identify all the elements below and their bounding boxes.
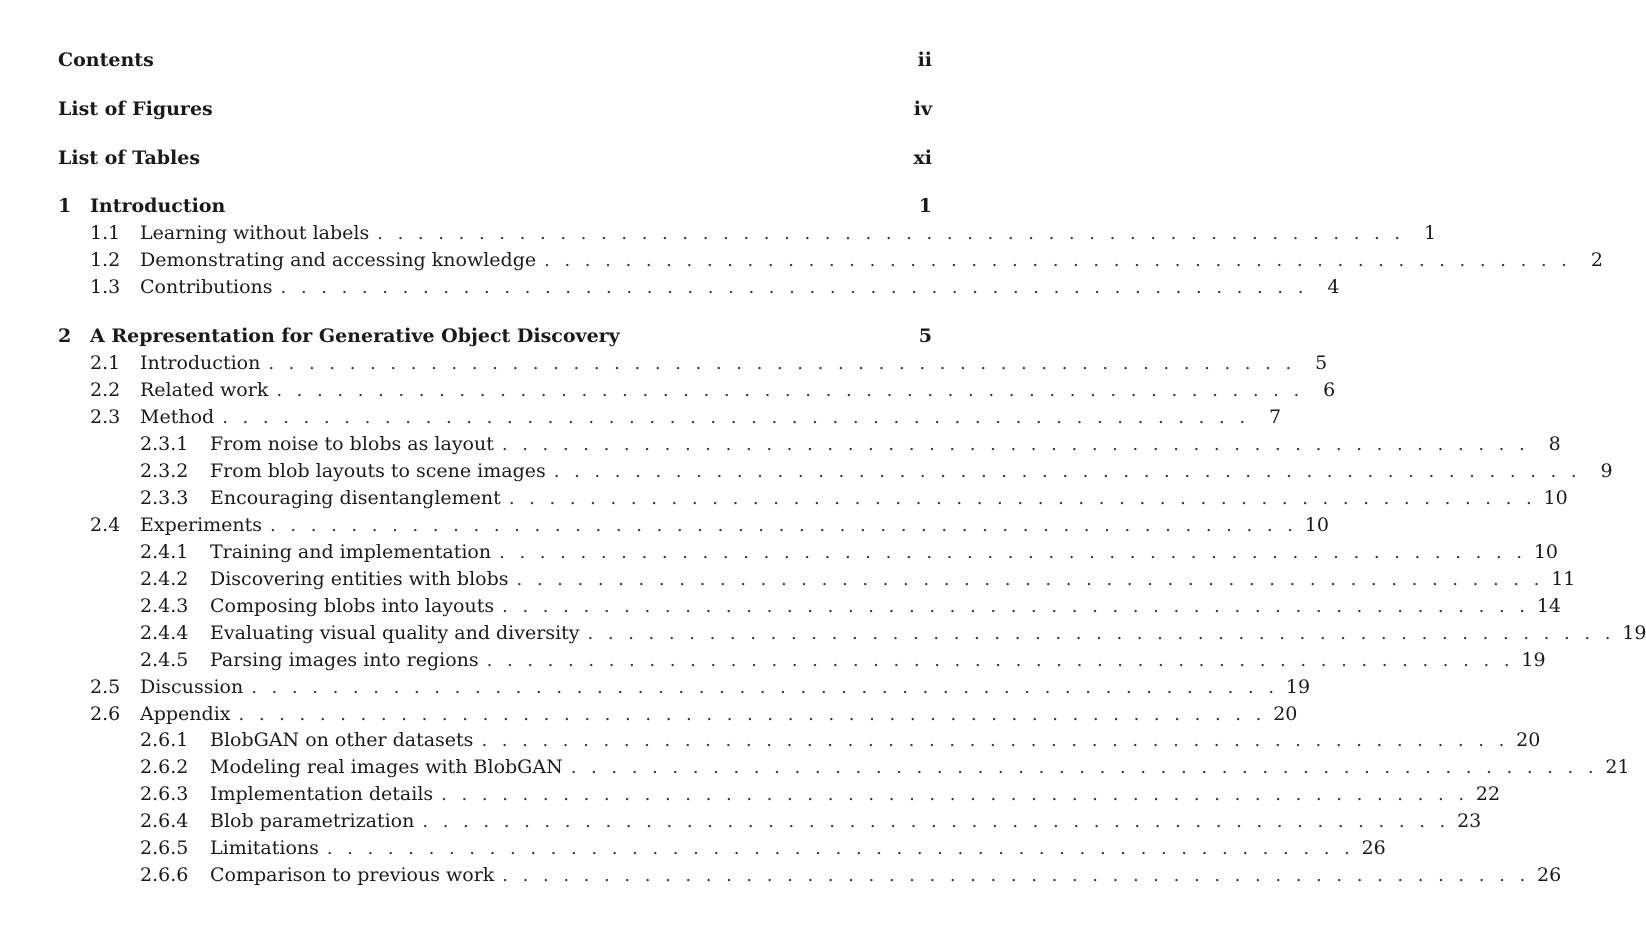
toc-subsection-page: 8 bbox=[1548, 433, 1561, 455]
leader-dots: . . . . . . . . . . . . . . . . . . . . . . . . . . . . . . . . . . . . . . . . . . . . . . . . . . . bbox=[502, 865, 1526, 886]
toc-chapter-1[interactable] bbox=[58, 195, 932, 222]
toc-subsection-number: 2.6.1 bbox=[140, 729, 189, 751]
toc-chapter-title: A Representation for Generative Object Discovery bbox=[90, 325, 620, 347]
toc-subsection-page: 26 bbox=[1537, 864, 1562, 886]
toc-subsection-2-3-3[interactable] bbox=[58, 487, 1568, 514]
toc-subsection-title: BlobGAN on other datasets bbox=[210, 729, 474, 751]
toc-section-number: 2.6 bbox=[90, 703, 121, 725]
leader-dots: . . . . . . . . . . . . . . . . . . . . . . . . . . . . . . . . . . . . . . . . . . . . . . . . . . . bbox=[516, 569, 1540, 590]
toc-section-number: 1.3 bbox=[90, 276, 121, 298]
toc-subsection-2-6-1[interactable] bbox=[58, 729, 1541, 756]
toc-section-number: 2.5 bbox=[90, 676, 121, 698]
leader-dots: . . . . . . . . . . . . . . . . . . . . . . . . . . . . . . . . . . . . . . . . . . . . . . . . . . . bbox=[268, 353, 1292, 374]
toc-subsection-title: Discovering entities with blobs bbox=[210, 568, 509, 590]
leader-dots: . . . . . . . . . . . . . . . . . . . . . . . . . . . . . . . . . . . . . . . . . . . . . . . . . . . bbox=[587, 623, 1611, 644]
toc-subsection-page: 26 bbox=[1361, 837, 1386, 859]
toc-section-1-3[interactable] bbox=[58, 276, 1340, 303]
leader-dots: . . . . . . . . . . . . . . . . . . . . . . . . . . . . . . . . . . . . . . . . . . . . . . . . . . . bbox=[499, 542, 1522, 563]
leader-dots: . . . . . . . . . . . . . . . . . . . . . . . . . . . . . . . . . . . . . . . . . . . . . . . . . . . bbox=[502, 596, 1526, 617]
leader-dots: . . . . . . . . . . . . . . . . . . . . . . . . . . . . . . . . . . . . . . . . . . . . . . . . . . . bbox=[570, 757, 1594, 778]
toc-subsection-page: 11 bbox=[1551, 568, 1576, 590]
toc-section-number: 2.2 bbox=[90, 379, 121, 401]
toc-subsection-title: Encouraging disentanglement bbox=[210, 487, 501, 509]
toc-entry-title: List of Tables bbox=[58, 147, 201, 169]
leader-dots: . . . . . . . . . . . . . . . . . . . . . . . . . . . . . . . . . . . . . . . . . . . . . . . . . . . bbox=[251, 677, 1275, 698]
toc-subsection-2-3-1[interactable] bbox=[58, 433, 1561, 460]
toc-subsection-title: Limitations bbox=[210, 837, 319, 859]
toc-subsection-page: 19 bbox=[1521, 649, 1546, 671]
toc-subsection-page: 20 bbox=[1516, 729, 1541, 751]
toc-subsection-number: 2.3.1 bbox=[140, 433, 189, 455]
toc-section-title: Method bbox=[140, 406, 215, 428]
leader-dots: . . . . . . . . . . . . . . . . . . . . . . . . . . . . . . . . . . . . . . . . . . . . . . . . . . . bbox=[481, 730, 1505, 751]
leader-dots: . . . . . . . . . . . . . . . . . . . . . . . . . . . . . . . . . . . . . . . . . . . . . . . . . . . bbox=[276, 380, 1300, 401]
toc-section-title: Related work bbox=[140, 379, 269, 401]
toc-subsection-2-4-4[interactable] bbox=[58, 622, 1646, 649]
toc-section-title: Learning without labels bbox=[140, 222, 370, 244]
toc-subsection-title: Blob parametrization bbox=[210, 810, 415, 832]
toc-section-number: 2.3 bbox=[90, 406, 121, 428]
toc-section-page: 20 bbox=[1273, 703, 1298, 725]
toc-subsection-title: From noise to blobs as layout bbox=[210, 433, 494, 455]
toc-subsection-page: 23 bbox=[1457, 810, 1482, 832]
toc-section-title: Introduction bbox=[140, 352, 261, 374]
toc-section-page: 5 bbox=[1315, 352, 1328, 374]
toc-section-2-4[interactable] bbox=[58, 514, 1329, 541]
leader-dots: . . . . . . . . . . . . . . . . . . . . . . . . . . . . . . . . . . . . . . . . . . . . . . . . . . . bbox=[280, 277, 1304, 298]
toc-subsection-2-4-1[interactable] bbox=[58, 541, 1558, 568]
toc-subsection-page: 19 bbox=[1622, 622, 1646, 644]
leader-dots: . . . . . . . . . . . . . . . . . . . . . . . . . . . . . . . . . . . . . . . . . . . . . . . . . . . bbox=[544, 250, 1567, 271]
toc-section-title: Contributions bbox=[140, 276, 273, 298]
toc-subsection-number: 2.6.6 bbox=[140, 864, 189, 886]
toc-section-page: 19 bbox=[1285, 676, 1311, 698]
leader-dots: . . . . . . . . . . . . . . . . . . . . . . . . . . . . . . . . . . . . . . . . . . . . . . . . . . . bbox=[501, 434, 1525, 455]
toc-subsection-title: Evaluating visual quality and diversity bbox=[210, 622, 580, 644]
toc-entry-title: Contents bbox=[58, 49, 154, 71]
toc-subsection-2-4-3[interactable] bbox=[58, 595, 1562, 622]
toc-section-1-2[interactable] bbox=[58, 249, 1603, 276]
leader-dots: . . . . . . . . . . . . . . . . . . . . . . . . . . . . . . . . . . . . . . . . . . . . . . . . . . . bbox=[326, 838, 1350, 859]
toc-section-2-5[interactable] bbox=[58, 676, 1311, 703]
toc-section-page: 2 bbox=[1590, 249, 1603, 271]
leader-dots: . . . . . . . . . . . . . . . . . . . . . . . . . . . . . . . . . . . . . . . . . . . . . . . . . . . bbox=[270, 515, 1293, 536]
toc-chapter-page: 5 bbox=[918, 325, 932, 347]
toc-section-2-1[interactable] bbox=[58, 352, 1328, 379]
toc-subsection-page: 10 bbox=[1543, 487, 1568, 509]
leader-dots: . . . . . . . . . . . . . . . . . . . . . . . . . . . . . . . . . . . . . . . . . . . . . . . . . . . bbox=[238, 704, 1262, 725]
toc-subsection-title: Parsing images into regions bbox=[210, 649, 479, 671]
toc-chapter-number: 2 bbox=[58, 325, 72, 347]
toc-subsection-2-6-2[interactable] bbox=[58, 756, 1630, 783]
toc-subsection-number: 2.4.3 bbox=[140, 595, 189, 617]
toc-section-page: 4 bbox=[1327, 276, 1340, 298]
toc-subsection-2-4-5[interactable] bbox=[58, 649, 1546, 676]
toc-section-page: 10 bbox=[1304, 514, 1329, 536]
toc-subsection-title: Composing blobs into layouts bbox=[210, 595, 495, 617]
toc-subsection-title: From blob layouts to scene images bbox=[210, 460, 546, 482]
toc-section-title: Discussion bbox=[140, 676, 244, 698]
leader-dots: . . . . . . . . . . . . . . . . . . . . . . . . . . . . . . . . . . . . . . . . . . . . . . . . . . . bbox=[486, 650, 1510, 671]
toc-subsection-page: 14 bbox=[1536, 595, 1562, 617]
toc-subsection-number: 2.3.3 bbox=[140, 487, 189, 509]
toc-chapter-2[interactable] bbox=[58, 325, 932, 352]
toc-section-title: Demonstrating and accessing knowledge bbox=[140, 249, 537, 271]
toc-subsection-2-6-6[interactable] bbox=[58, 864, 1562, 891]
leader-dots: . . . . . . . . . . . . . . . . . . . . . . . . . . . . . . . . . . . . . . . . . . . . . . . . . . . bbox=[377, 223, 1401, 244]
toc-subsection-title: Implementation details bbox=[210, 783, 434, 805]
leader-dots: . . . . . . . . . . . . . . . . . . . . . . . . . . . . . . . . . . . . . . . . . . . . . . . . . . . bbox=[508, 488, 1532, 509]
toc-section-number: 2.4 bbox=[90, 514, 121, 536]
toc-subsection-page: 21 bbox=[1605, 756, 1630, 778]
toc-subsection-title: Comparison to previous work bbox=[210, 864, 495, 886]
leader-dots: . . . . . . . . . . . . . . . . . . . . . . . . . . . . . . . . . . . . . . . . . . . . . . . . . . . bbox=[441, 784, 1465, 805]
toc-chapter-page: 1 bbox=[918, 195, 932, 217]
toc-section-page: 7 bbox=[1268, 406, 1282, 428]
toc-entry-page: ii bbox=[917, 49, 932, 71]
toc-subsection-page: 22 bbox=[1475, 783, 1501, 805]
toc-section-1-1[interactable] bbox=[58, 222, 1437, 249]
toc-subsection-2-3-2[interactable] bbox=[58, 460, 1613, 487]
toc-subsection-2-6-3[interactable] bbox=[58, 783, 1501, 810]
toc-subsection-2-6-4[interactable] bbox=[58, 810, 1482, 837]
toc-section-page: 6 bbox=[1323, 379, 1336, 401]
toc-subsection-number: 2.3.2 bbox=[140, 460, 189, 482]
toc-section-number: 2.1 bbox=[90, 352, 121, 374]
toc-entry-page: iv bbox=[913, 98, 932, 120]
toc-subsection-title: Training and implementation bbox=[210, 541, 492, 563]
toc-section-2-3[interactable] bbox=[58, 406, 1282, 433]
toc-section-2-2[interactable] bbox=[58, 379, 1336, 406]
toc-subsection-page: 9 bbox=[1600, 460, 1613, 482]
toc-section-title: Experiments bbox=[140, 514, 263, 536]
toc-subsection-2-4-2[interactable] bbox=[58, 568, 1576, 595]
toc-section-page: 1 bbox=[1424, 222, 1437, 244]
toc-section-number: 1.2 bbox=[90, 249, 121, 271]
toc-subsection-number: 2.6.2 bbox=[140, 756, 189, 778]
toc-section-2-6[interactable] bbox=[58, 703, 1298, 730]
toc-chapter-title: Introduction bbox=[90, 195, 226, 217]
toc-subsection-page: 10 bbox=[1533, 541, 1558, 563]
toc-chapter-number: 1 bbox=[58, 195, 72, 217]
leader-dots: . . . . . . . . . . . . . . . . . . . . . . . . . . . . . . . . . . . . . . . . . . . . . . . . . . . bbox=[222, 407, 1246, 428]
toc-subsection-number: 2.4.1 bbox=[140, 541, 189, 563]
toc-entry-title: List of Figures bbox=[58, 98, 213, 120]
leader-dots: . . . . . . . . . . . . . . . . . . . . . . . . . . . . . . . . . . . . . . . . . . . . . . . . . . . bbox=[553, 461, 1577, 482]
toc-entry-contents[interactable] bbox=[58, 49, 932, 76]
toc-subsection-title: Modeling real images with BlobGAN bbox=[210, 756, 563, 778]
toc-subsection-number: 2.6.3 bbox=[140, 783, 189, 805]
toc-subsection-number: 2.6.4 bbox=[140, 810, 189, 832]
leader-dots: . . . . . . . . . . . . . . . . . . . . . . . . . . . . . . . . . . . . . . . . . . . . . . . . . . . bbox=[422, 811, 1446, 832]
toc-entry-list-of-figures[interactable] bbox=[58, 98, 932, 125]
toc-subsection-number: 2.4.5 bbox=[140, 649, 189, 671]
toc-entry-page: xi bbox=[913, 147, 932, 169]
toc-entry-list-of-tables[interactable] bbox=[58, 147, 932, 174]
toc-subsection-number: 2.4.2 bbox=[140, 568, 189, 590]
toc-section-title: Appendix bbox=[140, 703, 231, 725]
toc-subsection-2-6-5[interactable] bbox=[58, 837, 1386, 864]
toc-subsection-number: 2.6.5 bbox=[140, 837, 189, 859]
toc-section-number: 1.1 bbox=[90, 222, 121, 244]
toc-subsection-number: 2.4.4 bbox=[140, 622, 189, 644]
